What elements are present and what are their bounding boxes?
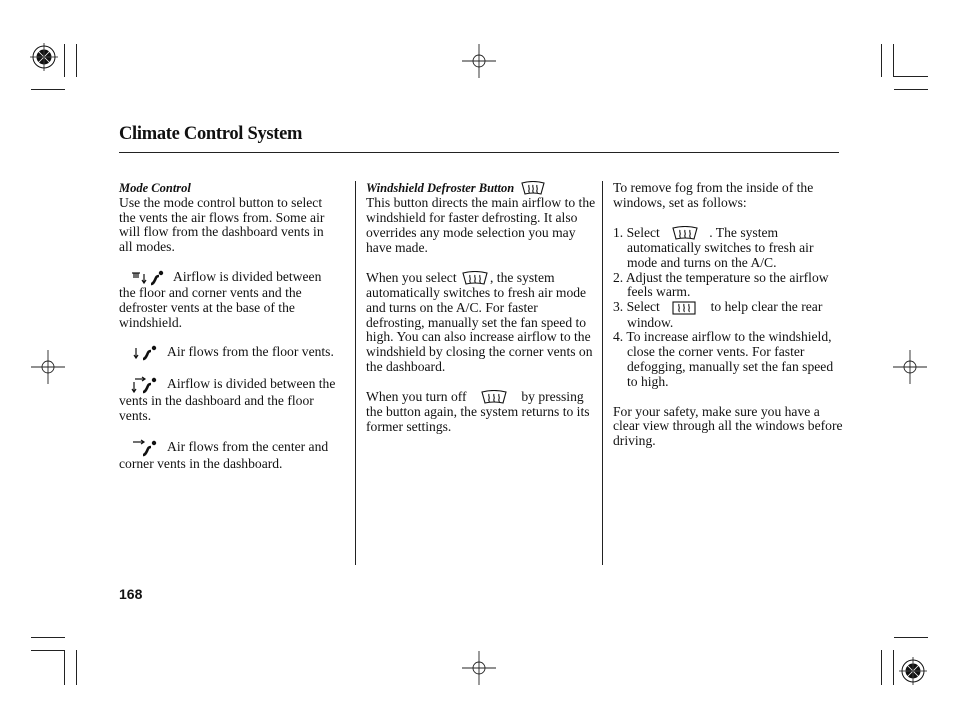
crosshair-left [31, 350, 65, 384]
defog-step [613, 330, 843, 389]
step-text-end: . The system automatically switches to fresh air mode and turns on the A/C. [627, 224, 814, 270]
defroster-paragraph-3 [366, 390, 596, 435]
mode-item [119, 345, 337, 361]
column-windshield-defroster [366, 181, 596, 435]
mode-item [119, 376, 337, 424]
page-number: 168 [119, 586, 143, 602]
defroster-heading: Windshield Defroster Button [366, 181, 515, 195]
defroster-paragraph-2 [366, 271, 596, 375]
crosshair-bottom [462, 651, 496, 685]
mode-control-heading: Mode Control [119, 181, 191, 195]
step-text: To increase airflow to the windshield, close the corner vents. For faster defogging, manually set the fan speed to high. [626, 329, 834, 389]
mode-text: Air flows from the floor vents. [167, 344, 334, 360]
step-number: 1. [613, 224, 624, 240]
defog-intro: To remove fog from the inside of the windows, set as follows: [613, 180, 814, 210]
column-defog [613, 181, 843, 449]
defroster-p2-end: , the system automatically switches to fresh air mode and turns on the A/C. For faster defrosting, manually set the fan speed to high. You can also increase airflow to the windshield by closing the corner vents on the dashboard. [366, 269, 593, 374]
mode-control-intro: Use the mode control button to select the vents the air flows from. Some air will flow from the dashboard vents in all modes. [119, 194, 325, 255]
windshield-defrost-icon [474, 390, 514, 405]
column-divider-1 [355, 181, 356, 565]
mode-text: Air flows from the center and corner vents in the dashboard. [119, 439, 329, 471]
bi-level-mode-icon [131, 376, 159, 394]
mode-text: Airflow is divided between the floor and corner vents and the defroster vents at the base of the windshield. [119, 269, 322, 330]
windshield-defrost-icon [663, 226, 709, 241]
defroster-p2-start: When you select [366, 269, 457, 285]
defog-step [613, 226, 843, 271]
crosshair-right [893, 350, 927, 384]
rear-defrost-icon [663, 301, 707, 316]
step-text: Select [626, 224, 660, 240]
mode-text: Airflow is divided between the vents in the dashboard and the floor vents. [119, 376, 336, 424]
defroster-p3-end: by pressing the button again, the system returns to its former settings. [366, 388, 590, 434]
crosshair-top [462, 44, 496, 78]
step-text: Select [626, 299, 660, 315]
windshield-defrost-icon [460, 271, 490, 286]
floor-defrost-mode-icon [131, 270, 165, 286]
column-divider-2 [602, 181, 603, 565]
defroster-paragraph-1: This button directs the main airflow to the windshield for faster defrosting. It also overrides any mode selection you may have made. [366, 195, 596, 255]
defroster-p3-start: When you turn off [366, 388, 467, 404]
registration-mark-top-left [30, 43, 58, 71]
step-number: 3. [613, 299, 624, 315]
defroster-heading-line [366, 181, 596, 196]
step-number: 2. [613, 269, 624, 285]
defog-step [613, 271, 843, 301]
step-text-end: to help clear the rear window. [627, 299, 823, 330]
windshield-defrost-icon [520, 181, 546, 196]
mode-item [119, 439, 337, 472]
column-mode-control [119, 181, 337, 472]
step-number: 4. [613, 329, 624, 345]
step-text: Adjust the temperature so the airflow feels warm. [625, 269, 829, 300]
registration-mark-bottom-right [899, 657, 927, 685]
floor-mode-icon [133, 345, 159, 361]
page-title: Climate Control System [119, 124, 303, 144]
mode-item [119, 270, 337, 330]
vent-mode-icon [131, 439, 159, 457]
defog-step [613, 300, 843, 330]
title-rule [119, 152, 839, 153]
safety-note: For your safety, make sure you have a clear view through all the windows before driving. [613, 403, 843, 449]
